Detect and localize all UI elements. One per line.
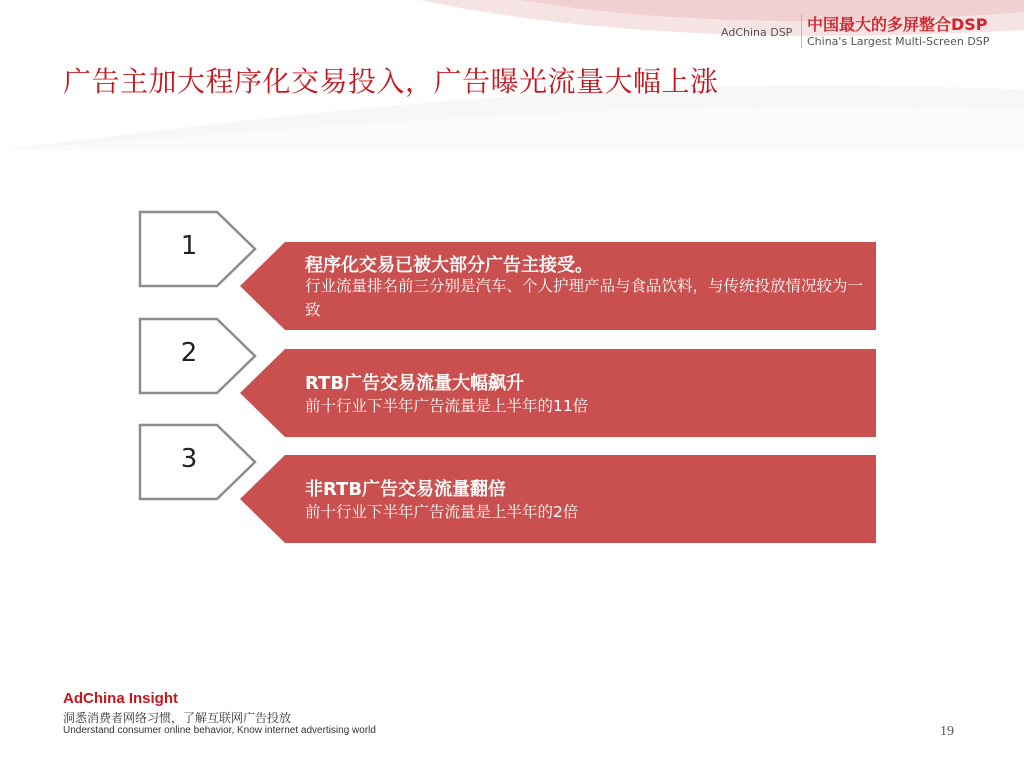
step-title: 程序化交易已被大部分广告主接受。 bbox=[305, 255, 593, 276]
step-title: RTB广告交易流量大幅飙升 bbox=[305, 373, 525, 394]
step-item-3 bbox=[0, 422, 1024, 562]
step-description: 前十行业下半年广告流量是上半年的2倍 bbox=[305, 503, 579, 521]
footer-brand: AdChina Insight bbox=[63, 690, 178, 707]
brand-tagline-en: China's Largest Multi-Screen DSP bbox=[807, 35, 990, 48]
brand-name-small: AdChina DSP bbox=[721, 26, 793, 39]
step-description: 前十行业下半年广告流量是上半年的11倍 bbox=[305, 397, 589, 415]
step-number: 1 bbox=[180, 231, 198, 261]
step-title: 非RTB广告交易流量翻倍 bbox=[305, 479, 507, 500]
brand-tagline-cn: 中国最大的多屏整合DSP bbox=[807, 15, 988, 34]
page-number: 19 bbox=[940, 724, 954, 739]
step-description: 行业流量排名前三分别是汽车、个人护理产品与食品饮料，与传统投放情况较为一致 bbox=[305, 277, 864, 319]
brand-divider bbox=[801, 14, 802, 48]
step-number: 3 bbox=[180, 444, 198, 474]
step-number: 2 bbox=[180, 338, 198, 368]
footer-tagline-en: Understand consumer online behavior, Know internet advertising world bbox=[63, 725, 376, 736]
footer-tagline-cn: 洞悉消费者网络习惯，了解互联网广告投放 bbox=[63, 711, 292, 725]
page-title: 广告主加大程序化交易投入，广告曝光流量大幅上涨 bbox=[63, 65, 719, 98]
